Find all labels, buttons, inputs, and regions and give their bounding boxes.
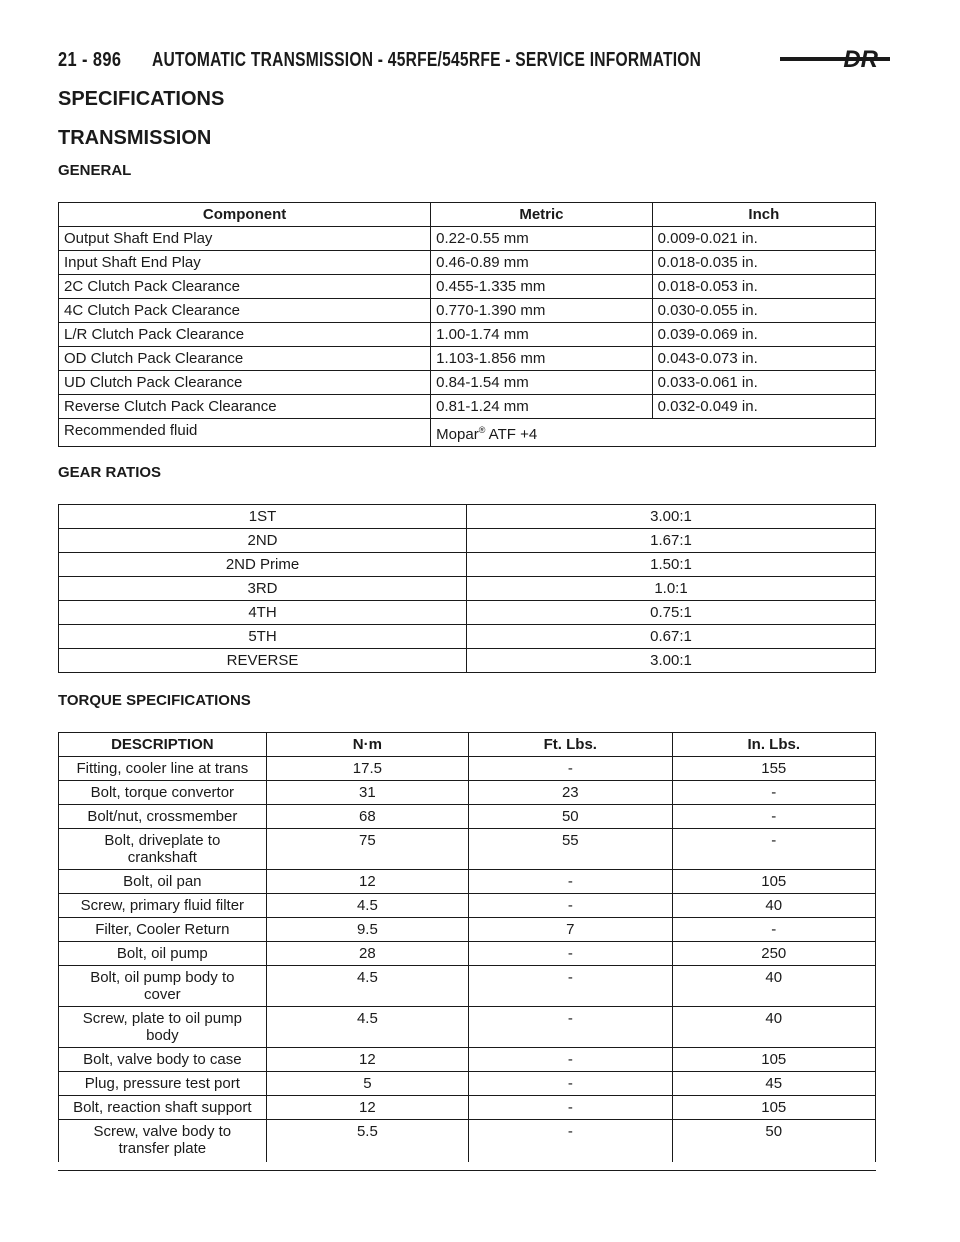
running-title: AUTOMATIC TRANSMISSION - 45RFE/545RFE - SERVICE INFORMATION <box>152 48 702 71</box>
section-title: SPECIFICATIONS <box>58 88 225 110</box>
table-cell: 40 <box>672 894 875 918</box>
fluid-value: ATF +4 <box>485 426 538 443</box>
table-cell: - <box>469 966 672 1007</box>
table-cell: - <box>469 1048 672 1072</box>
table-cell: 0.75:1 <box>467 601 876 625</box>
fluid-value-cell <box>431 419 876 447</box>
table-cell: Bolt, oil pan <box>59 870 267 894</box>
table-cell: 0.84-1.54 mm <box>431 371 653 395</box>
page-header <box>58 45 878 75</box>
table-cell: 4C Clutch Pack Clearance <box>59 299 431 323</box>
table-cell: 7 <box>469 918 672 942</box>
column-header: Ft. Lbs. <box>469 733 672 757</box>
table-row <box>59 577 876 601</box>
table-row <box>59 966 876 1007</box>
table-cell: 1ST <box>59 505 467 529</box>
table-cell: 1.67:1 <box>467 529 876 553</box>
table-cell: 0.81-1.24 mm <box>431 395 653 419</box>
table-cell: Reverse Clutch Pack Clearance <box>59 395 431 419</box>
table-cell: 4TH <box>59 601 467 625</box>
table-cell: 0.009-0.021 in. <box>652 227 875 251</box>
table-cell: 40 <box>672 1007 875 1048</box>
table-cell: Bolt, driveplate to crankshaft <box>59 829 267 870</box>
table-cell: Fitting, cooler line at trans <box>59 757 267 781</box>
table-row <box>59 942 876 966</box>
table-cell: - <box>469 870 672 894</box>
table-cell: - <box>672 829 875 870</box>
table-cell: - <box>672 781 875 805</box>
general-body <box>59 227 876 447</box>
table-cell: 40 <box>672 966 875 1007</box>
subsection-title: TRANSMISSION <box>58 127 212 149</box>
table-cell: 1.0:1 <box>467 577 876 601</box>
column-header: N·m <box>266 733 468 757</box>
table-cell: 5 <box>266 1072 468 1096</box>
fluid-row <box>59 419 876 447</box>
table-cell: Bolt, valve body to case <box>59 1048 267 1072</box>
table-cell: - <box>469 1072 672 1096</box>
table-cell: Input Shaft End Play <box>59 251 431 275</box>
torque-header-row <box>59 733 876 757</box>
table-cell: Bolt, reaction shaft support <box>59 1096 267 1120</box>
table-cell: - <box>469 1096 672 1120</box>
table-row <box>59 805 876 829</box>
table-cell: 1.00-1.74 mm <box>431 323 653 347</box>
column-header: Metric <box>431 203 653 227</box>
table-cell: 0.455-1.335 mm <box>431 275 653 299</box>
table-cell: REVERSE <box>59 649 467 673</box>
table-cell: - <box>672 918 875 942</box>
table-cell: 55 <box>469 829 672 870</box>
table-cell: 1.103-1.856 mm <box>431 347 653 371</box>
fluid-brand: Mopar <box>436 426 479 443</box>
table-row <box>59 553 876 577</box>
table-cell: Bolt, oil pump <box>59 942 267 966</box>
table-cell: 28 <box>266 942 468 966</box>
table-cell: 105 <box>672 870 875 894</box>
table-row <box>59 757 876 781</box>
table-cell: 12 <box>266 1096 468 1120</box>
table-cell: 4.5 <box>266 1007 468 1048</box>
table-row <box>59 395 876 419</box>
table-cell: - <box>672 805 875 829</box>
table-row <box>59 1072 876 1096</box>
table-row <box>59 227 876 251</box>
table-row <box>59 299 876 323</box>
table-cell: 0.018-0.053 in. <box>652 275 875 299</box>
table-row <box>59 1048 876 1072</box>
table-cell: 0.030-0.055 in. <box>652 299 875 323</box>
gear-ratios-table <box>58 504 876 673</box>
table-cell: 105 <box>672 1096 875 1120</box>
table-cell: 155 <box>672 757 875 781</box>
table-row <box>59 347 876 371</box>
table-cell: 2ND Prime <box>59 553 467 577</box>
table-cell: Screw, primary fluid filter <box>59 894 267 918</box>
table-cell: - <box>469 942 672 966</box>
table-cell: UD Clutch Pack Clearance <box>59 371 431 395</box>
table-cell: 2C Clutch Pack Clearance <box>59 275 431 299</box>
table-cell: - <box>469 757 672 781</box>
table-cell: 17.5 <box>266 757 468 781</box>
column-header: DESCRIPTION <box>59 733 267 757</box>
column-header: Inch <box>652 203 875 227</box>
model-code: DR <box>843 46 878 73</box>
table-row <box>59 894 876 918</box>
table-cell: 3RD <box>59 577 467 601</box>
table-cell: 1.50:1 <box>467 553 876 577</box>
table-cell: 3.00:1 <box>467 649 876 673</box>
column-header: In. Lbs. <box>672 733 875 757</box>
table-cell: Bolt, oil pump body to cover <box>59 966 267 1007</box>
table-cell: 5TH <box>59 625 467 649</box>
table-row <box>59 251 876 275</box>
general-heading: GENERAL <box>58 162 132 179</box>
page-number: 21 - 896 <box>58 48 122 71</box>
table-cell: 68 <box>266 805 468 829</box>
gear-body <box>59 505 876 673</box>
table-cell: 0.043-0.073 in. <box>652 347 875 371</box>
table-cell: 12 <box>266 1048 468 1072</box>
table-row <box>59 371 876 395</box>
table-row <box>59 323 876 347</box>
table-cell: 0.032-0.049 in. <box>652 395 875 419</box>
table-row <box>59 1007 876 1048</box>
torque-heading: TORQUE SPECIFICATIONS <box>58 692 251 709</box>
table-cell: L/R Clutch Pack Clearance <box>59 323 431 347</box>
table-row <box>59 275 876 299</box>
table-row <box>59 601 876 625</box>
registered-mark: ® <box>478 425 486 435</box>
table-cell: 4.5 <box>266 966 468 1007</box>
table-cell: - <box>469 1007 672 1048</box>
table-cell: 0.039-0.069 in. <box>652 323 875 347</box>
table-cell: 0.67:1 <box>467 625 876 649</box>
table-row <box>59 829 876 870</box>
table-cell: Plug, pressure test port <box>59 1072 267 1096</box>
table-cell: 75 <box>266 829 468 870</box>
table-row <box>59 1096 876 1120</box>
table-cell: 45 <box>672 1072 875 1096</box>
table-cell: Screw, valve body to transfer plate <box>59 1120 267 1163</box>
table-cell: 3.00:1 <box>467 505 876 529</box>
table-cell: Bolt/nut, crossmember <box>59 805 267 829</box>
table-cell: 0.018-0.035 in. <box>652 251 875 275</box>
torque-table <box>58 732 876 1162</box>
table-cell: 23 <box>469 781 672 805</box>
table-cell: 31 <box>266 781 468 805</box>
table-row <box>59 529 876 553</box>
table-cell: 2ND <box>59 529 467 553</box>
table-cell: - <box>469 894 672 918</box>
table-cell: 50 <box>469 805 672 829</box>
torque-body <box>59 757 876 1163</box>
general-table <box>58 202 876 447</box>
table-row <box>59 505 876 529</box>
table-cell: 0.46-0.89 mm <box>431 251 653 275</box>
table-cell: Output Shaft End Play <box>59 227 431 251</box>
table-cell: 250 <box>672 942 875 966</box>
table-bottom-rule <box>58 1170 876 1171</box>
table-row <box>59 649 876 673</box>
table-cell: 0.770-1.390 mm <box>431 299 653 323</box>
table-cell: 105 <box>672 1048 875 1072</box>
fluid-label: Recommended fluid <box>59 419 431 447</box>
general-header-row <box>59 203 876 227</box>
table-row <box>59 870 876 894</box>
table-cell: 5.5 <box>266 1120 468 1163</box>
table-cell: Screw, plate to oil pump body <box>59 1007 267 1048</box>
table-row <box>59 625 876 649</box>
table-cell: 4.5 <box>266 894 468 918</box>
table-cell: Bolt, torque convertor <box>59 781 267 805</box>
table-cell: 9.5 <box>266 918 468 942</box>
table-cell: - <box>469 1120 672 1163</box>
table-cell: Filter, Cooler Return <box>59 918 267 942</box>
table-row <box>59 918 876 942</box>
gear-ratios-heading: GEAR RATIOS <box>58 464 162 481</box>
table-row <box>59 1120 876 1163</box>
table-row <box>59 781 876 805</box>
table-cell: 50 <box>672 1120 875 1163</box>
table-cell: OD Clutch Pack Clearance <box>59 347 431 371</box>
column-header: Component <box>59 203 431 227</box>
table-cell: 12 <box>266 870 468 894</box>
table-cell: 0.033-0.061 in. <box>652 371 875 395</box>
table-cell: 0.22-0.55 mm <box>431 227 653 251</box>
